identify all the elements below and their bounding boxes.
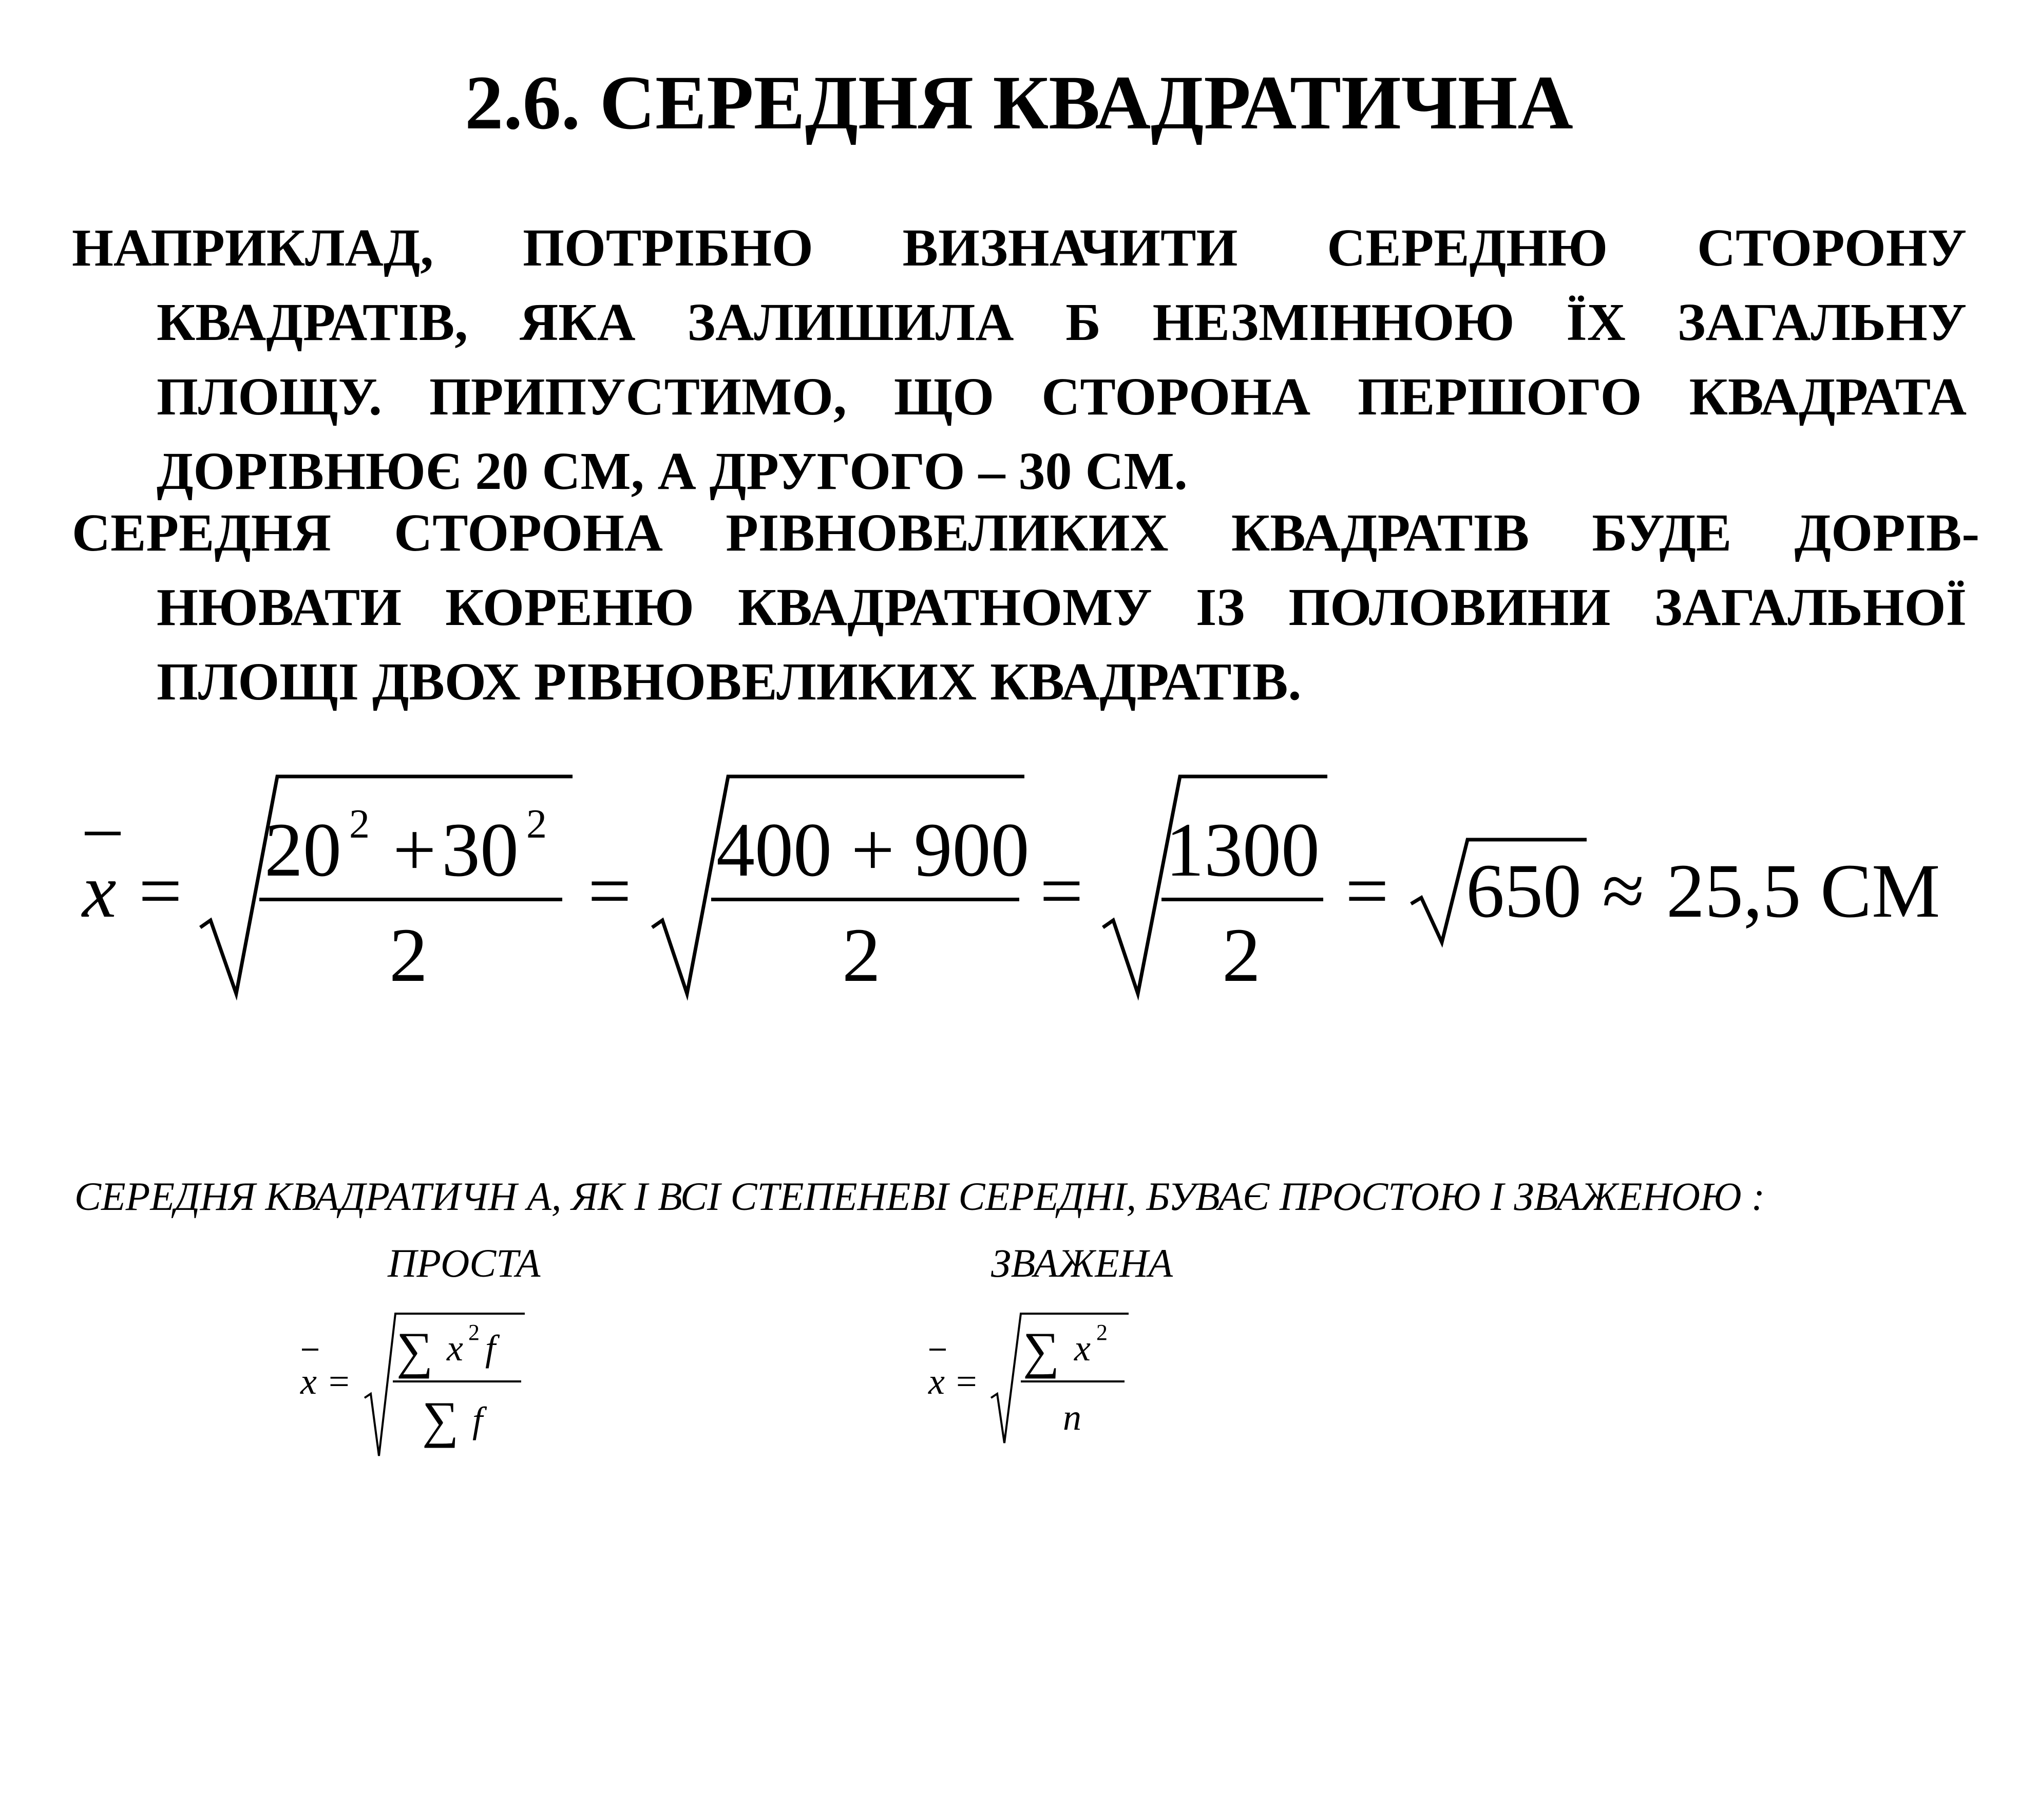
paragraph-line: НАПРИКЛАД, ПОТРІБНО ВИЗНАЧИТИ СЕРЕДНЮ СТОРОНУ — [72, 218, 1967, 277]
sum-icon: ∑ — [1023, 1322, 1060, 1379]
equals-sign: = — [139, 848, 182, 934]
paragraph-line: НЮВАТИ КОРЕНЮ КВАДРАТНОМУ ІЗ ПОЛОВИНИ ЗАГАЛЬНОЇ — [157, 578, 1967, 637]
fraction-bar — [1161, 898, 1323, 901]
statement-text: СЕРЕДНЯ КВАДРАТИЧН А, ЯК І ВСІ СТЕПЕНЕВІ СЕРЕДНІ, БУВАЄ ПРОСТОЮ І ЗВАЖЕНОЮ : — [74, 1174, 1765, 1219]
fraction-denominator: 2 — [389, 913, 428, 998]
paragraph-line: ПЛОЩІ ДВОХ РІВНОВЕЛИКИХ КВАДРАТІВ. — [157, 652, 1302, 711]
page-title: 2.6. СЕРЕДНЯ КВАДРАТИЧНА — [465, 60, 1573, 145]
mean-symbol: x — [300, 1361, 317, 1402]
sqrt-value: 650 — [1466, 848, 1582, 934]
result-value — [1666, 850, 1940, 932]
equals-sign: = — [1040, 848, 1083, 934]
fraction-denominator: 2 — [1222, 913, 1261, 998]
fraction-numerator: 30 — [442, 807, 519, 893]
numerator-frequency: f — [485, 1328, 496, 1369]
sum-icon: ∑ — [396, 1322, 433, 1379]
denominator-count: n — [1063, 1397, 1081, 1438]
weighted-formula — [919, 1304, 1145, 1458]
approx-sign: ≈ — [1602, 848, 1645, 934]
paragraph-line: ДОРІВНЮЄ 20 СМ, А ДРУГОГО – 30 СМ. — [157, 442, 1188, 501]
fraction-bar — [1021, 1380, 1125, 1382]
exponent: 2 — [468, 1320, 480, 1345]
numerator-variable: x — [1074, 1328, 1091, 1369]
paragraph-line: ПЛОЩУ. ПРИПУСТИМО, ЩО СТОРОНА ПЕРШОГО КВАДРАТА — [157, 367, 1967, 426]
sum-icon: ∑ — [422, 1391, 459, 1448]
equals-sign: = — [956, 1361, 977, 1402]
weighted-label: ЗВАЖЕНА — [991, 1241, 1173, 1285]
mean-symbol: x — [928, 1361, 945, 1402]
paragraph-explanation — [72, 496, 1979, 719]
plus-sign: + — [393, 807, 436, 893]
equals-sign: = — [588, 848, 632, 934]
simple-label: ПРОСТА — [388, 1241, 541, 1285]
exponent: 2 — [1096, 1320, 1108, 1345]
exponent: 2 — [526, 802, 547, 847]
fraction-numerator: 1300 — [1166, 807, 1320, 893]
main-formula — [0, 760, 2038, 1007]
exponent: 2 — [349, 802, 370, 847]
paragraph-example — [72, 211, 1967, 508]
fraction-numerator: 400 + 900 — [716, 807, 1030, 893]
fraction-bar — [711, 898, 1019, 901]
fraction-bar — [393, 1380, 521, 1382]
paragraph-line: СЕРЕДНЯ СТОРОНА РІВНОВЕЛИКИХ КВАДРАТІВ БУДЕ ДОРІВ- — [72, 503, 1979, 562]
fraction-denominator: 2 — [842, 913, 881, 998]
denominator-frequency: f — [472, 1399, 483, 1440]
fraction-bar — [259, 898, 562, 901]
simple-formula — [288, 1304, 555, 1458]
fraction-numerator: 20 — [264, 807, 341, 893]
result-text: 25,5 СМ — [1666, 848, 1940, 934]
mean-symbol: x — [82, 848, 117, 934]
paragraph-line: КВАДРАТІВ, ЯКА ЗАЛИШИЛА Б НЕЗМІННОЮ ЇХ ЗАГАЛЬНУ — [157, 293, 1967, 352]
equals-sign: = — [1345, 848, 1389, 934]
numerator-variable: x — [447, 1328, 463, 1369]
equals-sign: = — [329, 1361, 350, 1402]
